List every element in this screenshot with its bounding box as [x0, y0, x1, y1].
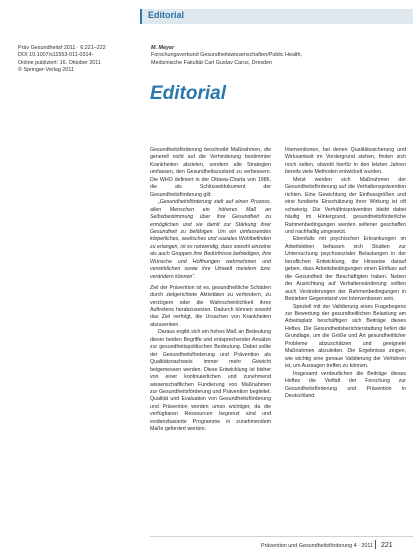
quote-paragraph [150, 199, 271, 281]
copyright-line: © Springer-Verlag 2011 [18, 67, 75, 74]
paragraph: Gesundheitsförderung beschreibt Maßnahmen, die generell nicht auf die Verhinderung bestimmter Krankheiten abzielen, sondern alle Strategien umfassen, den Gesundheitszustand zu verbessern. Die WHO definiert in der Ottawa-Charta von 1986, die als Schlüsseldokument der Gesundheitsförderung gilt: [150, 147, 271, 198]
article-metadata [18, 45, 136, 75]
paragraph: Daraus ergibt sich ein hohes Maß an Bedeutung dieser beiden Begriffe und entsprechender Ansätze zur gesundheitspolitischen Bedeutung. Dabei sollte der Gesundheitsförderung und Prävention als Qualitätsnachweis immer mehr Gewicht beigemessen werden. Diese Entwicklung ist bisher von einer kontinuierlichen und zunehmend wissenschaftlichen Fundierung von Maßnahmen zur Gesundheitsförderung und Prävention begleitet. Qualität und Evaluation von Gesundheitsförderung und Prävention werden umso wichtiger, da die verfügbaren Ressourcen begrenzt sind und evidenzbasierte Programme in zunehmendem Maße gefordert werden. [150, 329, 271, 433]
section-label: Editorial [148, 10, 185, 20]
footer-journal: Prävention und Gesundheitsförderung 4 · 2011 [261, 543, 373, 549]
author-affiliation-line: Medizinische Fakultät Carl Gustav Carus, Dresden [151, 59, 273, 66]
body-column-right [285, 147, 406, 400]
paragraph: Interventionen, bei denen Qualitätssicherung und Wirksamkeit im Vordergrund stehen, finden sich noch selten, obwohl hierfür in den letzten Jahren bereits viele Methoden entwickelt wurden. [285, 147, 406, 176]
footer-divider [150, 536, 413, 537]
quote-text: „Gesundheitsförderung zielt auf einen Prozess, allen Menschen ein höheres Maß an Selbstbestimmung über ihre Gesundheit zu ermöglichen und sie damit zur Stärkung ihrer Gesundheit zu befähigen. Um ein umfassendes körperliches, seelisches und soziales Wohlbefinden zu erlangen, ist es notwendig, dass sowohl einzelne als auch Gruppen ihre Bedürfnisse befriedigen, ihre Wünsche und Hoffnungen wahrnehmen und verwirklichen sowie ihre Umwelt meistern bzw. verändern können“. [150, 199, 271, 280]
paragraph: Meist werden sich Maßnahmen der Gesundheitsförderung auf die Verhaltensprävention richten. Eine Gewichtung der Einflussgrößen und eine fundierte Einschätzung ihrer Wirkung ist oft schwierig. Die Verhältnisprävention bleibt dabei häufig im Hintergrund, gesundheitsförderliche Rahmenbedingungen werden seltener geschaffen und nachhaltig umgesetzt. [285, 176, 406, 235]
footer-separator [375, 540, 376, 549]
page-number: 221 [381, 542, 393, 549]
section-header-bar [140, 9, 413, 24]
doi-line: DOI 10.1007/s11553-011-0314- [18, 52, 94, 59]
paragraph: Insgesamt verdeutlichen die Beiträge dieses Heftes die Vielfalt der Forschung zur Gesundheitsförderung und Prävention in Deutschland. [285, 370, 406, 399]
article-title: Editorial [150, 83, 227, 104]
author-affiliation-line: Forschungsverbund Gesundheitswissenschaften/Public Health, [151, 52, 303, 59]
paragraph: Ziel der Prävention ist es, gesundheitliche Schäden durch zielgerichtete Aktivitäten zu verhindern, zu verzögern oder die Wahrscheinlichkeit ihres Auftretens herabzusetzen. Dadurch können sowohl das Ziel verfolgt, die Ursachen von Krankheiten abzusenken. [150, 284, 271, 328]
paragraph: Speziell mit der Validierung eines Fragebogens zur Bewertung der gesundheitlichen Belastung am Arbeitsplatz beschäftigen sich Beiträge dieses Heftes. Die Gesundheitsberichterstattung liefert die Grundlage, um die Größe und Art gesundheitlicher Probleme abzuschätzen und geeignete Maßnahmen abzuleiten. Die Ergebnisse zeigen, wie wichtig eine genaue Validierung der Verfahren ist, um Aussagen treffen zu können. [285, 303, 406, 370]
author-name: M. Meyer [151, 45, 175, 51]
paragraph: Ebenfalls mit psychischen Erkrankungen im Arbeitsleben befassen sich Studien zur Untersuchung psychosozialer Belastungen in der beruflichen Entwicklung, die Hinweise darauf geben, dass Arbeitsbedingungen einen Einfluss auf die Gesundheit der Beschäftigten haben. Neben der Ausrichtung auf Verhaltensänderung sollten auch Veränderungen der Rahmenbedingungen in Betrieben Gegenstand von Interventionen sein. [285, 236, 406, 303]
author-block [151, 45, 401, 67]
online-date-line: Online publiziert: 16. Oktober 2011 [18, 59, 101, 66]
body-column-left [150, 147, 271, 434]
citation-line: Präv Gesundheitsf 2011 · 6:221–222 [18, 45, 106, 51]
